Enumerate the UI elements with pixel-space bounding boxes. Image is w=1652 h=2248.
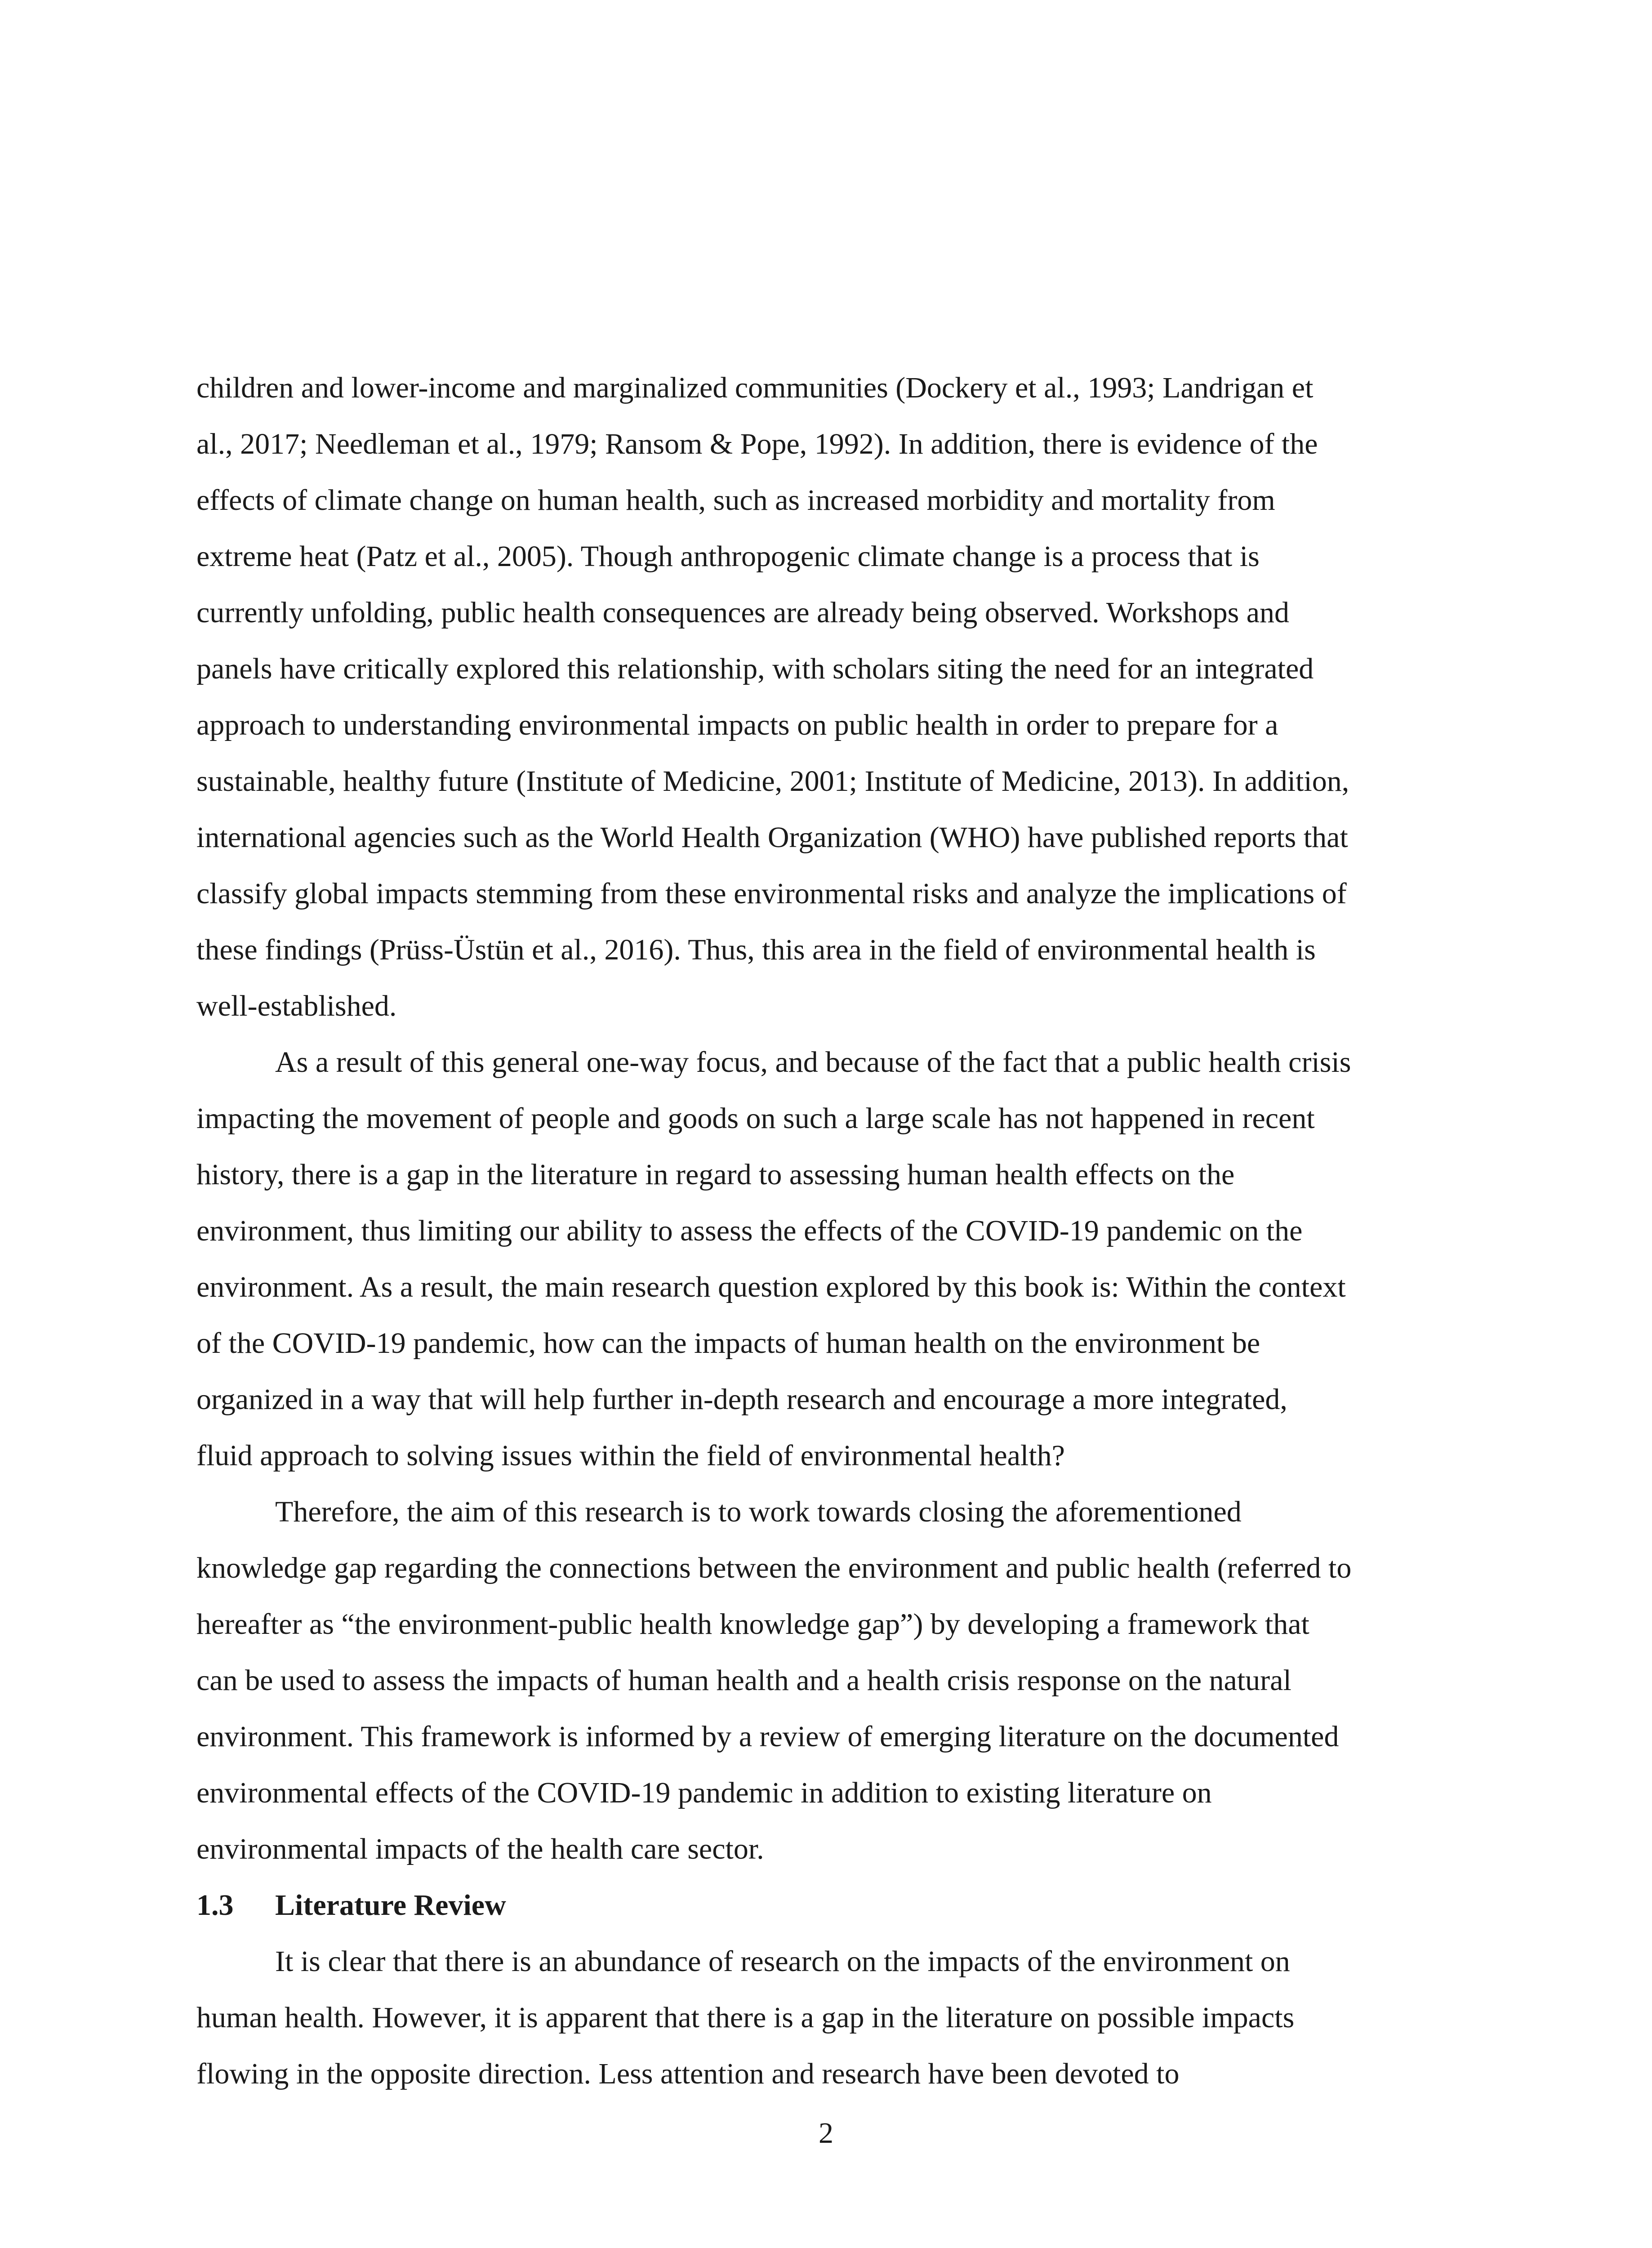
- text-line: these findings (Prüss-Üstün et al., 2016). Thus, this area in the field of environmental health is: [196, 933, 1316, 966]
- text-line: currently unfolding, public health consequences are already being observed. Workshops and: [196, 596, 1290, 629]
- text-line: fluid approach to solving issues within the field of environmental health?: [196, 1439, 1065, 1472]
- text-line: effects of climate change on human health, such as increased morbidity and mortality from: [196, 484, 1275, 517]
- text-line: impacting the movement of people and goods on such a large scale has not happened in recent: [196, 1102, 1315, 1135]
- text-line: history, there is a gap in the literature in regard to assessing human health effects on the: [196, 1158, 1235, 1191]
- paragraphs-before-heading: [196, 360, 1460, 1877]
- body-text: [196, 360, 1460, 2102]
- text-line: of the COVID-19 pandemic, how can the impacts of human health on the environment be: [196, 1327, 1260, 1360]
- text-line: approach to understanding environmental impacts on public health in order to prepare for a: [196, 709, 1278, 741]
- text-line: knowledge gap regarding the connections between the environment and public health (referred to: [196, 1552, 1352, 1584]
- paragraphs-after-heading: [196, 1933, 1460, 2102]
- text-line: al., 2017; Needleman et al., 1979; Ransom & Pope, 1992). In addition, there is evidence of the: [196, 428, 1318, 460]
- page-number: 2: [819, 2117, 833, 2150]
- text-line: international agencies such as the World Health Organization (WHO) have published reports that: [196, 821, 1348, 854]
- text-line: panels have critically explored this relationship, with scholars siting the need for an integrated: [196, 652, 1314, 685]
- text-line: As a result of this general one-way focus, and because of the fact that a public health crisis: [275, 1046, 1351, 1079]
- section-number: 1.3: [196, 1889, 234, 1922]
- text-line: well-established.: [196, 990, 397, 1022]
- text-line: hereafter as “the environment-public health knowledge gap”) by developing a framework that: [196, 1608, 1309, 1641]
- section-title: Literature Review: [275, 1889, 506, 1922]
- text-line: environmental effects of the COVID-19 pandemic in addition to existing literature on: [196, 1776, 1212, 1809]
- text-line: human health. However, it is apparent that there is a gap in the literature on possible impacts: [196, 2001, 1295, 2034]
- text-line: sustainable, healthy future (Institute of Medicine, 2001; Institute of Medicine, 2013). In addition,: [196, 765, 1349, 798]
- text-line: extreme heat (Patz et al., 2005). Though anthropogenic climate change is a process that is: [196, 540, 1260, 573]
- text-line: flowing in the opposite direction. Less attention and research have been devoted to: [196, 2057, 1180, 2090]
- text-line: environmental impacts of the health care sector.: [196, 1833, 764, 1865]
- text-line: environment, thus limiting our ability to assess the effects of the COVID-19 pandemic on the: [196, 1214, 1303, 1247]
- section-heading: [196, 1877, 1460, 1933]
- text-line: environment. As a result, the main research question explored by this book is: Within the context: [196, 1271, 1346, 1303]
- text-line: classify global impacts stemming from these environmental risks and analyze the implications of: [196, 877, 1347, 910]
- text-line: children and lower-income and marginalized communities (Dockery et al., 1993; Landrigan et: [196, 371, 1314, 404]
- text-line: organized in a way that will help further in-depth research and encourage a more integrated,: [196, 1383, 1287, 1416]
- text-line: environment. This framework is informed by a review of emerging literature on the documented: [196, 1720, 1339, 1753]
- text-line: Therefore, the aim of this research is to work towards closing the aforementioned: [275, 1495, 1242, 1528]
- text-line: can be used to assess the impacts of human health and a health crisis response on the natural: [196, 1664, 1291, 1697]
- text-line: It is clear that there is an abundance of research on the impacts of the environment on: [275, 1945, 1290, 1978]
